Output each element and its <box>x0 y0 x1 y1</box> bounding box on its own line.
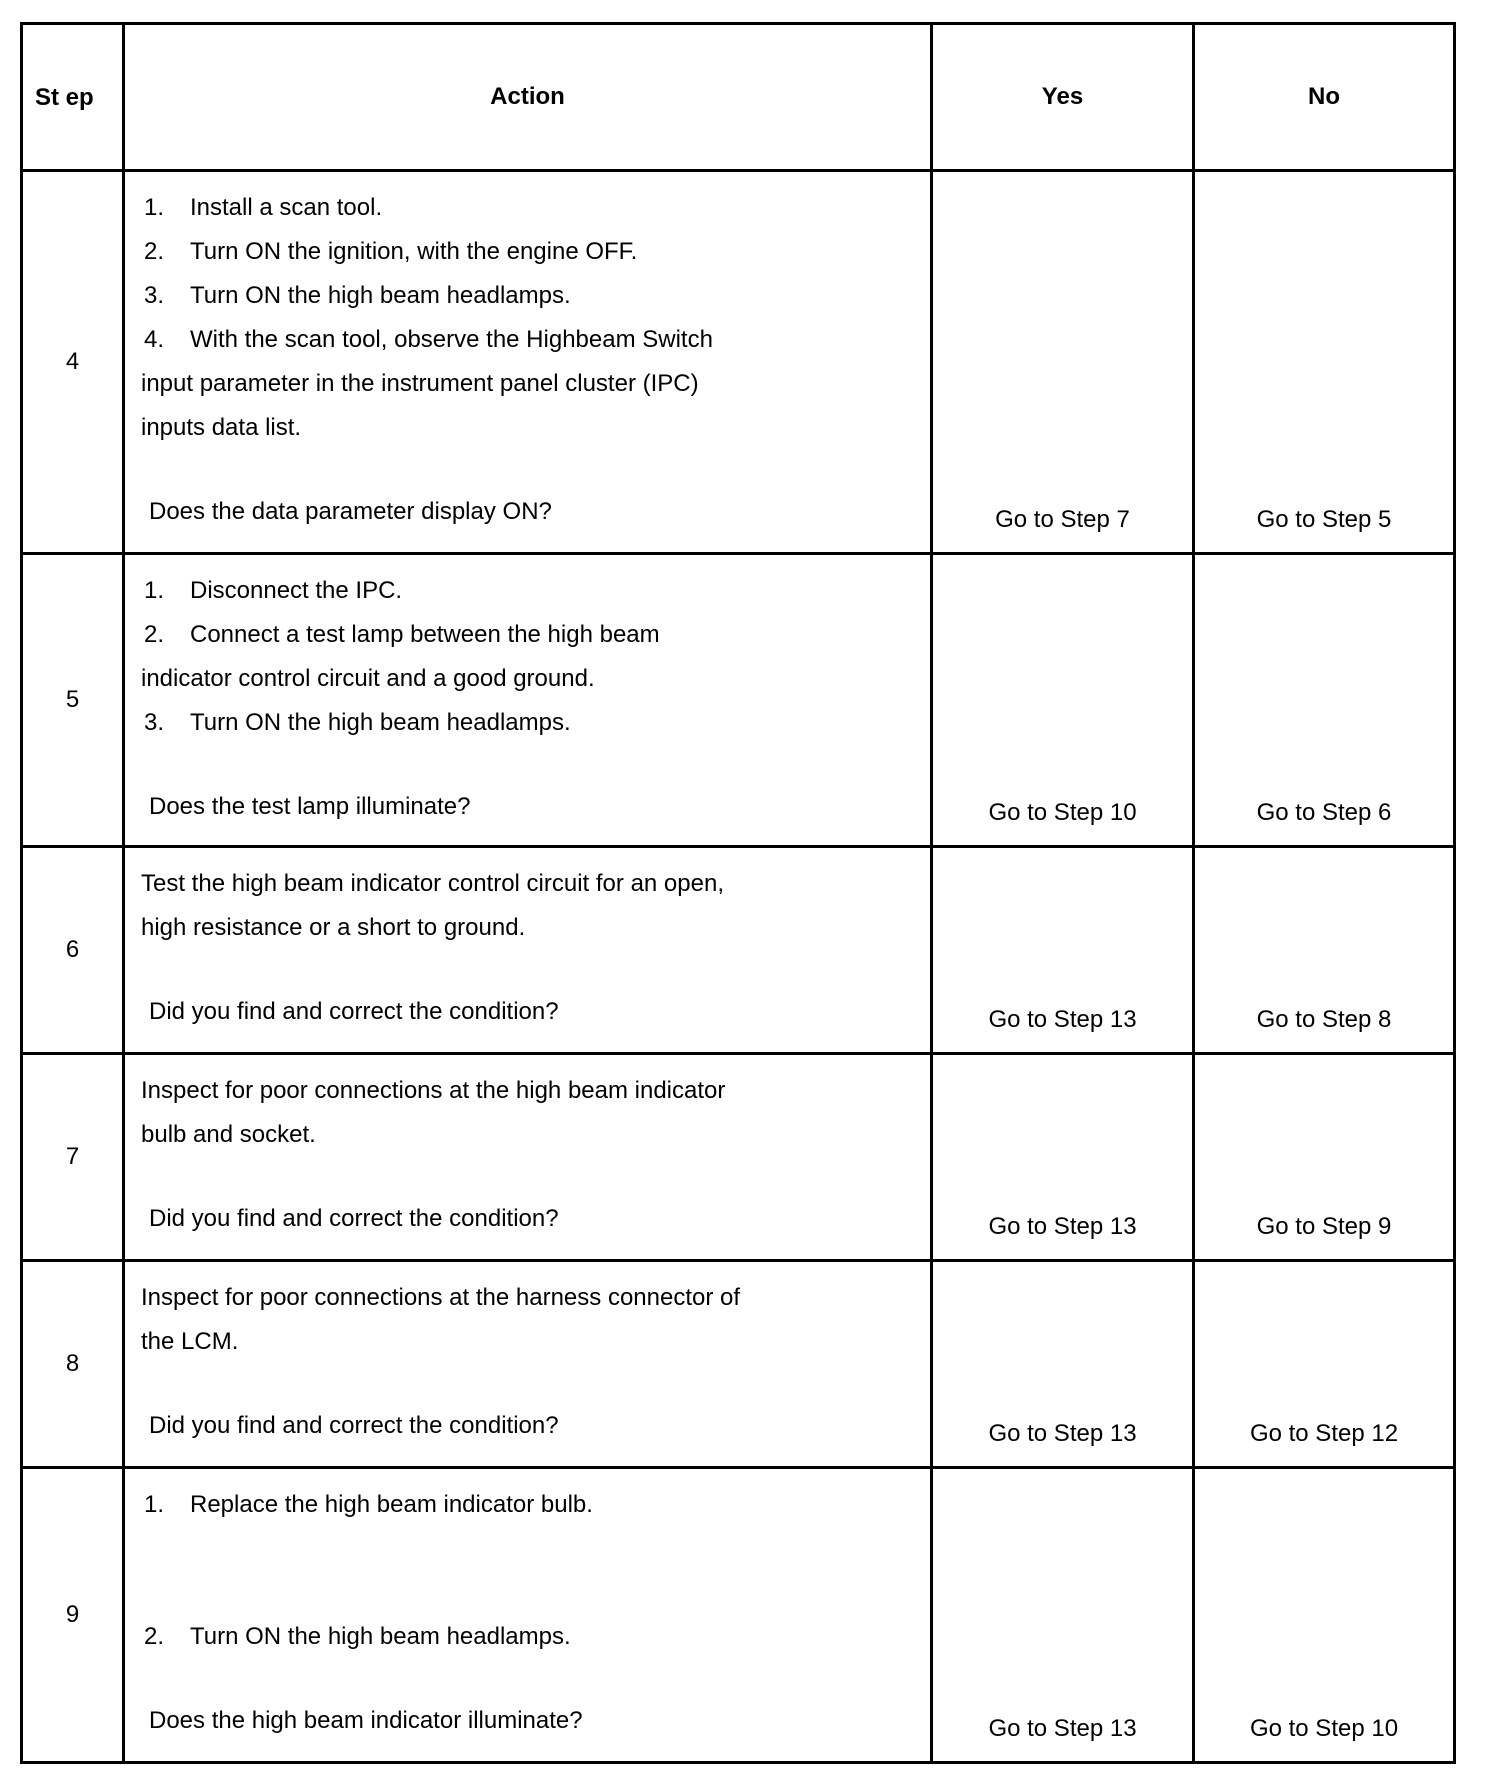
action-line <box>141 1113 918 1157</box>
column-header-action: Action <box>124 24 932 171</box>
action-line <box>141 613 918 657</box>
action-line-text: Test the high beam indicator control circuit for an open, <box>141 870 724 897</box>
action-question: Did you find and correct the condition? <box>149 998 559 1025</box>
action-line <box>141 569 918 613</box>
action-line-text: Inspect for poor connections at the harness connector of <box>141 1284 741 1311</box>
action-question: Does the high beam indicator illuminate? <box>149 1707 583 1734</box>
action-line <box>141 186 918 230</box>
step-number: 6 <box>22 847 124 1054</box>
action-line-number: 1. <box>144 1491 165 1518</box>
no-result: Go to Step 8 <box>1194 847 1455 1054</box>
action-line <box>141 906 918 950</box>
column-header-step: St ep <box>22 24 124 171</box>
action-content <box>141 1055 918 1251</box>
action-line-text: Install a scan tool. <box>190 194 383 221</box>
action-line-text: Replace the high beam indicator bulb. <box>190 1491 593 1518</box>
no-result: Go to Step 10 <box>1194 1468 1455 1763</box>
step-number: 9 <box>22 1468 124 1763</box>
action-cell <box>124 847 932 1054</box>
action-line-text: Disconnect the IPC. <box>190 577 403 604</box>
table-row <box>22 1054 1455 1261</box>
action-line-number: 2. <box>144 621 165 648</box>
action-line-text: Connect a test lamp between the high beam <box>190 621 660 648</box>
yes-result: Go to Step 13 <box>932 1468 1194 1763</box>
action-line-text: inputs data list. <box>141 414 302 441</box>
yes-result: Go to Step 10 <box>932 554 1194 847</box>
action-line-text: With the scan tool, observe the Highbeam Switch <box>190 326 713 353</box>
action-cell <box>124 554 932 847</box>
no-result: Go to Step 5 <box>1194 171 1455 554</box>
action-line-text: Turn ON the high beam headlamps. <box>190 709 571 736</box>
action-line <box>141 701 918 745</box>
action-line-number: 3. <box>144 709 165 736</box>
action-line-number: 1. <box>144 577 165 604</box>
column-header-yes: Yes <box>932 24 1194 171</box>
action-line-text: indicator control circuit and a good ground. <box>141 665 595 692</box>
action-line <box>141 862 918 906</box>
action-cell <box>124 1054 932 1261</box>
table-row <box>22 554 1455 847</box>
action-cell <box>124 1261 932 1468</box>
step-number: 8 <box>22 1261 124 1468</box>
action-question: Did you find and correct the condition? <box>149 1205 559 1232</box>
action-line-text: the LCM. <box>141 1328 239 1355</box>
action-question: Does the data parameter display ON? <box>149 498 552 525</box>
action-spacer <box>141 1527 918 1615</box>
header-row <box>22 24 1455 171</box>
action-line-number: 1. <box>144 194 165 221</box>
action-question: Did you find and correct the condition? <box>149 1412 559 1439</box>
action-cell <box>124 1468 932 1763</box>
table-row <box>22 1261 1455 1468</box>
action-line <box>141 657 918 701</box>
yes-result: Go to Step 7 <box>932 171 1194 554</box>
action-question: Does the test lamp illuminate? <box>149 793 471 820</box>
action-line <box>141 406 918 450</box>
action-line-number: 2. <box>144 238 165 265</box>
action-line <box>141 1276 918 1320</box>
no-result: Go to Step 9 <box>1194 1054 1455 1261</box>
table-body <box>22 171 1455 1763</box>
action-line-text: input parameter in the instrument panel cluster (IPC) <box>141 370 699 397</box>
table-row <box>22 171 1455 554</box>
action-line <box>141 318 918 362</box>
action-line <box>141 1615 918 1659</box>
action-line <box>141 1069 918 1113</box>
table-row <box>22 847 1455 1054</box>
action-line <box>141 274 918 318</box>
action-line-text: Turn ON the high beam headlamps. <box>190 1623 571 1650</box>
action-line <box>141 362 918 406</box>
table-row <box>22 1468 1455 1763</box>
no-result: Go to Step 12 <box>1194 1261 1455 1468</box>
step-number: 7 <box>22 1054 124 1261</box>
action-content <box>141 555 918 839</box>
action-line <box>141 1483 918 1527</box>
action-line-number: 3. <box>144 282 165 309</box>
action-line <box>141 1320 918 1364</box>
action-line-number: 4. <box>144 326 165 353</box>
yes-result: Go to Step 13 <box>932 1054 1194 1261</box>
action-line <box>141 230 918 274</box>
action-line-text: Inspect for poor connections at the high beam indicator <box>141 1077 726 1104</box>
troubleshooting-table <box>20 22 1456 1764</box>
action-line-text: Turn ON the high beam headlamps. <box>190 282 571 309</box>
step-number: 5 <box>22 554 124 847</box>
action-cell <box>124 171 932 554</box>
action-line-text: bulb and socket. <box>141 1121 316 1148</box>
action-content <box>141 1469 918 1753</box>
action-line-text: Turn ON the ignition, with the engine OFF. <box>190 238 638 265</box>
action-line-number: 2. <box>144 1623 165 1650</box>
yes-result: Go to Step 13 <box>932 847 1194 1054</box>
action-line-text: high resistance or a short to ground. <box>141 914 526 941</box>
action-content <box>141 848 918 1044</box>
no-result: Go to Step 6 <box>1194 554 1455 847</box>
step-number: 4 <box>22 171 124 554</box>
column-header-no: No <box>1194 24 1455 171</box>
action-content <box>141 1262 918 1458</box>
yes-result: Go to Step 13 <box>932 1261 1194 1468</box>
action-content <box>141 172 918 544</box>
